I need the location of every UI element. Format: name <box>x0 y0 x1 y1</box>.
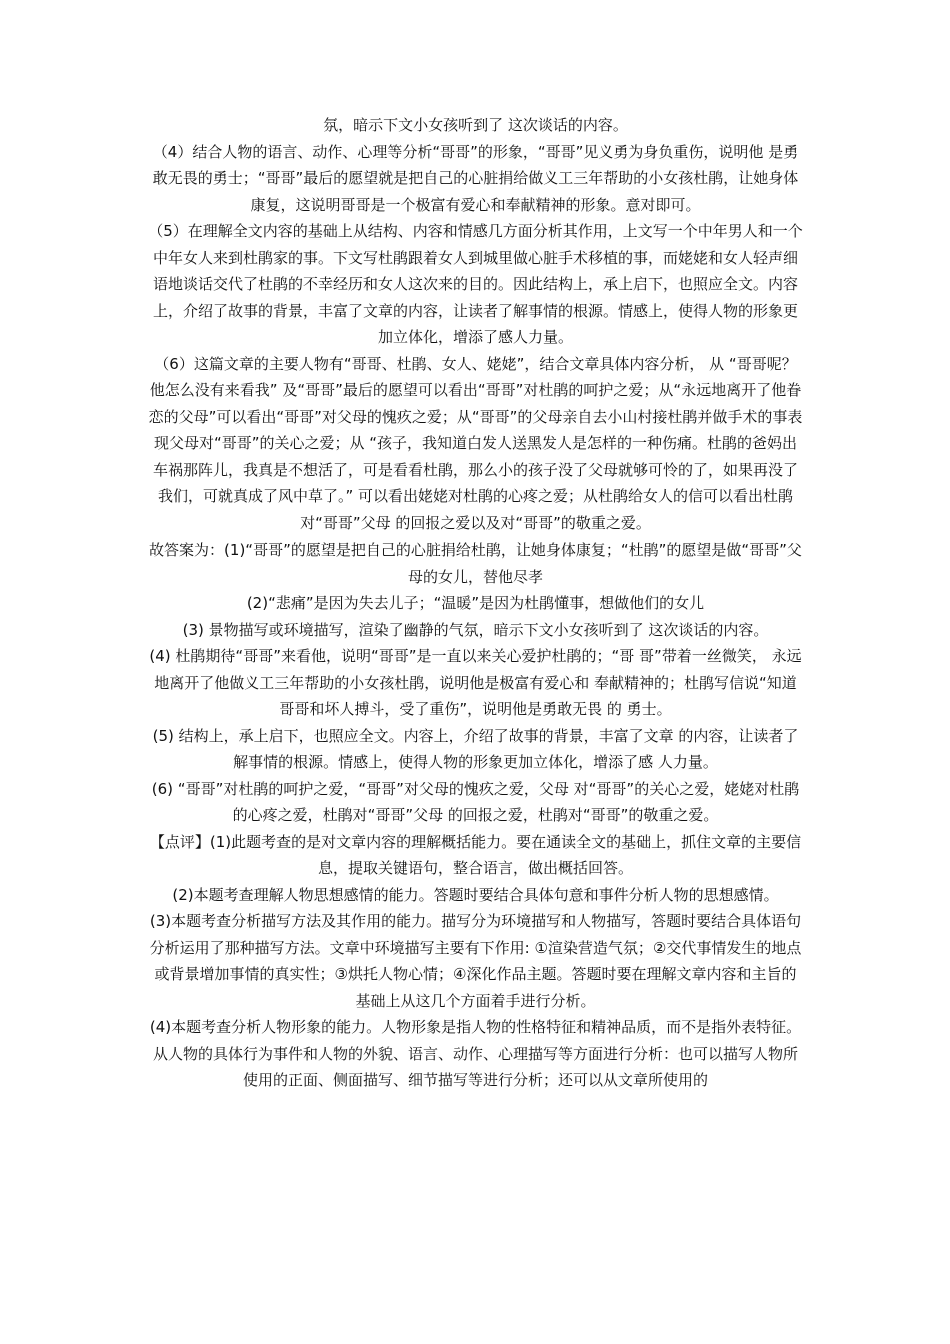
comment-3: (3)本题考查分析描写方法及其作用的能力。描写分为环境描写和人物描写，答题时要结合具体语句分析运用了那种描写方法。文章中环境描写主要有下作用: ①渲染营造气氛；②交代事情发生的地点或背景增加事情的真实性；③烘托人物心情；④深化作品主题。答题时要在理解文章内容和主旨的基础上从这几个方面着手进行分析。 <box>149 912 802 1010</box>
answer-summary-5: (5) 结构上，承上启下，也照应全文。内容上，介绍了故事的背景，丰富了文章 的内容，让读者了解事情的根源。情感上，使得人物的形象更加立体化，增添了感 人力量。 <box>152 726 799 771</box>
answer-summary-2: (2)“悲痛”是因为失去儿子；“温暖”是因为杜鹃懂事，想做他们的女儿 <box>246 594 705 612</box>
answer-summary-6: (6) “哥哥”对杜鹃的呵护之爱，“哥哥”对父母的愧疚之爱，父母 对“哥哥”的关心之爱，姥姥对杜鹃的心疼之爱，杜鹃对“哥哥”父母 的回报之爱，杜鹃对“哥哥”的敬重之爱。 <box>151 779 800 824</box>
analysis-4: （4）结合人物的语言、动作、心理等分析“哥哥”的形象，“哥哥”见义勇为身负重伤，说明他 是勇敢无畏的勇士；“哥哥”最后的愿望就是把自己的心脏捐给做义工三年帮助的小女孩杜鹃，让她身体康复，这说明哥哥是一个极富有爱心和奉献精神的形象。意对即可。 <box>152 142 799 214</box>
answer-summary-1: 故答案为：(1)“哥哥”的愿望是把自己的心脏捐给杜鹃，让她身体康复；“杜鹃”的愿望是做“哥哥”父母的女儿，替他尽孝 <box>149 541 802 586</box>
answer-summary-3: (3) 景物描写或环境描写，渲染了幽静的气氛，暗示下文小女孩听到了 这次谈话的内容。 <box>182 620 769 639</box>
analysis-6: （6）这篇文章的主要人物有“哥哥、杜鹃、女人、姥姥”，结合文章具体内容分析， 从 “哥哥呢？他怎么没有来看我” 及“哥哥”最后的愿望可以看出“哥哥”对杜鹃的呵护之爱；从“永远地离开了他眷恋的父母”可以看出“哥哥”对父母的愧疚之爱；从“哥哥”的父母亲自去小山村接杜鹃并做手术的事表现父母对“哥哥”的关心之爱；从 “孩子，我知道白发人送黑发人是怎样的一种伤痛。杜鹃的爸妈出车祸那阵儿，我真是不想活了，可是看看杜鹃，那么小的孩子没了父母就够可怜的了，如果再没了我们，可就真成了风中草了。” 可以看出姥姥对杜鹃的心疼之爱；从杜鹃给女人的信可以看出杜鹃对“哥哥”父母 的回报之爱以及对“哥哥”的敬重之爱。 <box>148 354 803 532</box>
comment-2: (2)本题考查理解人物思想感情的能力。答题时要结合具体句意和事件分析人物的思想感情。 <box>172 885 779 904</box>
answer-summary-4: (4) 杜鹃期待“哥哥”来看他，说明“哥哥”是一直以来关心爱护杜鹃的；“哥 哥”带着一丝微笑， 永远地离开了他做义工三年帮助的小女孩杜鹃，说明他是极富有爱心和 奉献精神的；杜鹃写信说“知道哥哥和坏人搏斗，受了重伤”，说明他是勇敢无畏 的 勇士。 <box>149 647 802 718</box>
document-page <box>148 112 803 1094</box>
comment-4: (4)本题考查分析人物形象的能力。人物形象是指人物的性格特征和精神品质，而不是指外表特征。从人物的具体行为事件和人物的外貌、语言、动作、心理描写等方面进行分析：也可以描写人物所使用的正面、侧面描写、细节描写等进行分析；还可以从文章所使用的 <box>149 1018 802 1089</box>
answer-3-continued: 氛，暗示下文小女孩听到了 这次谈话的内容。 <box>323 116 628 134</box>
analysis-5: （5）在理解全文内容的基础上从结构、内容和情感几方面分析其作用，上文写一个中年男人和一个中年女人来到杜鹃家的事。下文写杜鹃跟着女人到城里做心脏手术移植的事，而姥姥和女人轻声细语地谈话交代了杜鹃的不幸经历和女人这次来的目的。因此结构上，承上启下，也照应全文。内容上，介绍了故事的背景，丰富了文章的内容，让读者了解事情的根源。情感上，使得人物的形象更加立体化，增添了感人力量。 <box>148 222 803 346</box>
comment-1: 【点评】(1)此题考查的是对文章内容的理解概括能力。要在通读全文的基础上，抓住文章的主要信息，提取关键语句，整合语言，做出概括回答。 <box>149 832 802 877</box>
